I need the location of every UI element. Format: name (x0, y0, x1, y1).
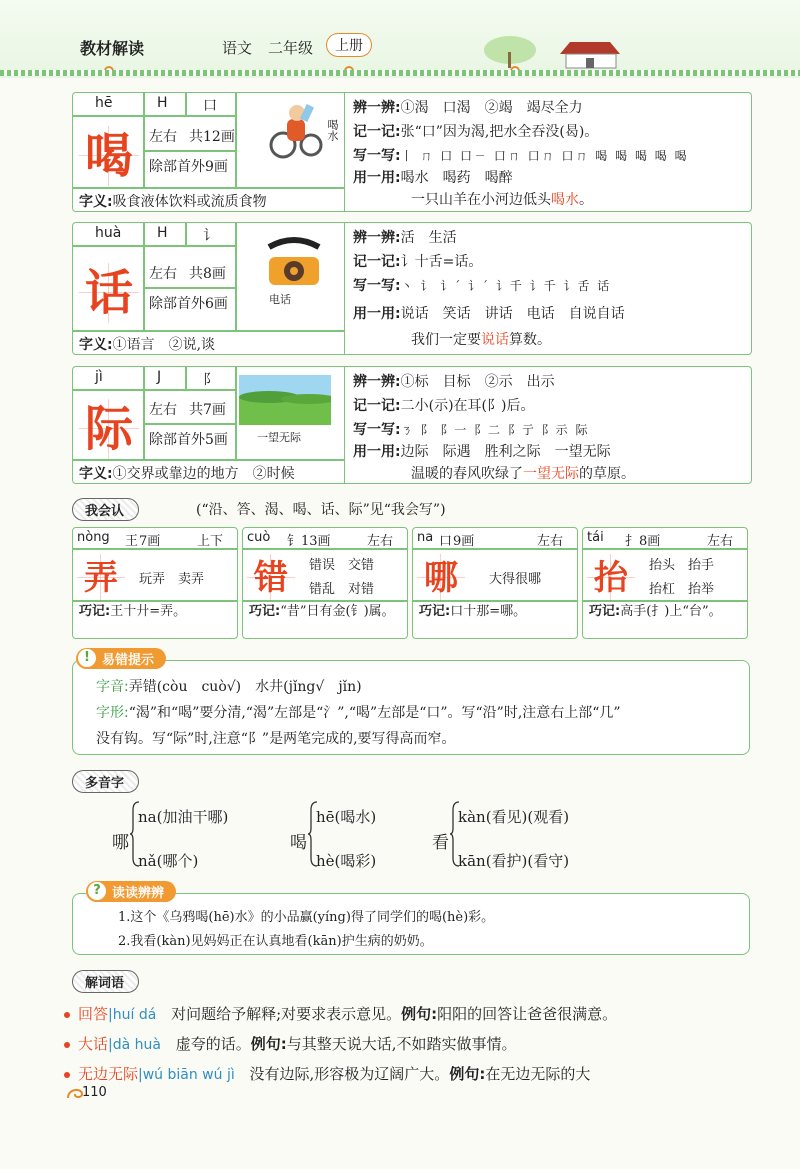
char-card (72, 366, 752, 484)
memo-text: 张“口”因为渴,把水全吞没(曷)。 (400, 124, 599, 140)
recognize-tip (79, 602, 235, 622)
write-row (353, 145, 689, 165)
distinguish-row (353, 371, 555, 391)
recognize-strokes: 13画 (301, 534, 331, 549)
char-illustration (259, 231, 329, 295)
char-other-strokes: 除部首外5画 (149, 432, 228, 448)
vocab-example-label: 例句: (250, 1035, 287, 1053)
write-label: 写一写: (353, 278, 401, 294)
vocab-pinyin: huí dá (112, 1007, 157, 1023)
bullet-icon (64, 1012, 70, 1018)
vocab-term: 无边无际 (78, 1065, 139, 1083)
memo-text: 讠十舌=话。 (400, 254, 483, 270)
exclamation-icon: ! (78, 649, 96, 667)
char-illustration (239, 375, 331, 429)
shape-line-2: 没有钩。写“际”时,注意“阝”是两笔完成的,要写得高而窄。 (96, 731, 456, 747)
recognize-card (242, 527, 408, 639)
meaning-label: 字义: (79, 466, 113, 482)
mistake-tip-label (76, 648, 166, 669)
recognize-pinyin: nòng (77, 530, 110, 545)
reading-line-2: 2.我看(kàn)见妈妈正在认真地看(kān)护生病的奶奶。 (118, 934, 433, 949)
polyphone-char: 看 (432, 833, 449, 853)
mistake-tip-text: 易错提示 (102, 653, 155, 668)
pron-text: 弄错(còu cuò√) 水井(jǐng√ jǐn) (128, 679, 362, 695)
recognize-radical: 钅 (287, 534, 301, 549)
recognize-strokes: 7画 (139, 534, 161, 549)
meaning-text: 吸食液体饮料或流质食物 (112, 194, 267, 210)
char-letter: J (157, 369, 162, 385)
distinguish-label: 辨一辨: (353, 230, 401, 246)
recognize-strokes: 9画 (453, 534, 475, 549)
char-card (72, 92, 752, 212)
recognize-card (72, 527, 238, 639)
char-pinyin: jì (95, 369, 103, 385)
header-border (0, 70, 800, 76)
recognize-structure: 左右 (537, 534, 564, 549)
recognize-tip-text: “昔”日有金(钅)属。 (280, 604, 395, 619)
vocab-term: 回答 (78, 1005, 109, 1023)
use-row (353, 303, 625, 323)
memo-row (353, 251, 482, 271)
memo-row (353, 395, 534, 415)
distinguish-row (353, 227, 457, 247)
recognize-structure: 左右 (707, 534, 734, 549)
recognize-word: 大得很哪 (489, 572, 542, 587)
section-tag-recognize: 我会认 (72, 498, 139, 521)
recognize-word: 玩弄 卖弄 (139, 572, 205, 587)
write-row (353, 419, 590, 439)
polyphone-reading-1: kàn(看见)(观看) (458, 808, 570, 826)
page-number: 110 (82, 1085, 107, 1100)
use-label: 用一用: (353, 170, 401, 186)
recognize-word: 错乱 对错 (309, 582, 375, 597)
recognize-glyph: 抬 (587, 554, 635, 602)
write-label: 写一写: (353, 148, 401, 164)
char-image-caption: 电话 (269, 293, 291, 306)
distinguish-label: 辨一辨: (353, 374, 401, 390)
recognize-card (412, 527, 578, 639)
pron-label: 字音: (96, 679, 129, 695)
recognize-tip-text: 口十那=哪。 (450, 604, 527, 619)
distinguish-label: 辨一辨: (353, 100, 401, 116)
recognize-tip (589, 602, 745, 622)
memo-label: 记一记: (353, 124, 401, 140)
recognize-word: 抬头 抬手 (649, 558, 715, 573)
memo-text: 二小(示)在耳(阝)后。 (400, 398, 535, 414)
distinguish-row (353, 97, 583, 117)
recognize-tip-text: 高手(扌)上“台”。 (620, 604, 722, 619)
use-row (353, 441, 611, 461)
vocab-item (78, 1003, 617, 1024)
example-highlight: 一望无际 (523, 466, 579, 482)
section-tag-polyphone: 多音字 (72, 770, 139, 793)
char-pinyin: huà (95, 225, 122, 241)
example-pre: 我们一定要 (411, 332, 481, 348)
vocab-example: 阳阳的回答让爸爸很满意。 (437, 1005, 618, 1023)
polyphone-char: 喝 (290, 833, 307, 853)
vocab-definition: 没有边际,形容极为辽阔广大。 (249, 1065, 450, 1083)
char-letter: H (157, 225, 168, 241)
header-grade: 二年级 (268, 39, 314, 57)
bullet-icon (64, 1072, 70, 1078)
polyphone-char: 哪 (112, 833, 129, 853)
recognize-pinyin: cuò (247, 530, 271, 545)
meaning-label: 字义: (79, 194, 113, 210)
char-total-strokes: 共12画 (189, 129, 235, 145)
vocab-pinyin-sep: | (108, 1007, 113, 1023)
use-label: 用一用: (353, 306, 401, 322)
recognize-strokes: 8画 (639, 534, 661, 549)
use-text: 喝水 喝药 喝醉 (400, 170, 513, 186)
char-radical: 阝 (203, 372, 217, 388)
vocab-example-label: 例句: (401, 1005, 438, 1023)
recognize-radical: 口 (439, 534, 453, 549)
char-total-strokes: 共8画 (189, 266, 226, 282)
polyphone-reading-2: nǎ(哪个) (138, 852, 199, 870)
recognize-glyph: 弄 (77, 554, 125, 602)
recognize-structure: 左右 (367, 534, 394, 549)
use-row (353, 167, 513, 187)
char-image-caption: 一望无际 (257, 431, 301, 444)
char-image-caption: 喝水 (326, 119, 339, 141)
example-highlight: 喝水 (551, 192, 579, 208)
section-tag-vocab: 解词语 (72, 970, 139, 993)
recognize-pinyin: tái (587, 530, 604, 545)
pron-line (96, 676, 362, 696)
memo-label: 记一记: (353, 254, 401, 270)
shape-line-1 (96, 702, 621, 722)
example-post: 的草原。 (579, 466, 635, 482)
write-label: 写一写: (353, 422, 401, 438)
memo-row (353, 121, 598, 141)
recognize-glyph: 错 (247, 554, 295, 602)
recognize-word: 抬杠 抬举 (649, 582, 715, 597)
use-label: 用一用: (353, 444, 401, 460)
example-post: 算数。 (509, 332, 551, 348)
example-pre: 一只山羊在小河边低头 (411, 192, 551, 208)
recognize-tip-text: 王十廾=弄。 (110, 604, 187, 619)
vocab-definition: 虚夸的话。 (175, 1035, 251, 1053)
recognize-tip-label: 巧记: (589, 604, 621, 619)
example-post: 。 (579, 192, 593, 208)
shape-text-1: “渴”和“喝”要分清,“渴”左部是“氵”,“喝”左部是“口”。写“沿”时,注意右上部“几” (128, 705, 621, 721)
char-structure: 左右 (149, 129, 177, 145)
recognize-tip (419, 602, 575, 622)
polyphone-reading-2: hè(喝彩) (316, 852, 377, 870)
page-header (0, 0, 800, 78)
recognize-tip-label: 巧记: (249, 604, 281, 619)
recognize-glyph: 哪 (417, 554, 465, 602)
recognize-tip-label: 巧记: (419, 604, 451, 619)
vocab-pinyin: wú biān wú jì (142, 1067, 235, 1083)
char-structure: 左右 (149, 266, 177, 282)
polyphone-reading-1: na(加油干哪) (138, 808, 229, 826)
distinguish-text: 活 生活 (400, 230, 457, 246)
recognize-tip (249, 602, 405, 622)
question-icon: ? (88, 882, 106, 900)
char-illustration (259, 101, 329, 165)
distinguish-text: ①渴 口渴 ②竭 竭尽全力 (400, 100, 583, 116)
recognize-structure: 上下 (197, 534, 224, 549)
header-title: 教材解读 (80, 39, 145, 58)
vocab-example: 在无边无际的大 (485, 1065, 591, 1083)
char-radical: 口 (203, 98, 217, 114)
char-other-strokes: 除部首外6画 (149, 296, 228, 312)
vocab-item (78, 1033, 517, 1054)
char-pinyin: hē (95, 95, 113, 111)
recognize-radical: 扌 (625, 534, 639, 549)
recognize-word: 错误 交错 (309, 558, 375, 573)
char-other-strokes: 除部首外9画 (149, 159, 228, 175)
vocab-example: 与其整天说大话,不如踏实做事情。 (286, 1035, 517, 1053)
vocab-term: 大话 (78, 1035, 109, 1053)
example-pre: 温暖的春风吹绿了 (411, 466, 523, 482)
example-sentence (411, 463, 635, 483)
char-glyph: 话 (79, 263, 139, 323)
char-meaning (79, 463, 295, 483)
char-card (72, 222, 752, 355)
memo-label: 记一记: (353, 398, 401, 414)
polyphone-reading-2: kān(看护)(看守) (458, 852, 570, 870)
reading-line-1: 1.这个《乌鸦喝(hē)水》的小品赢(yíng)得了同学们的喝(hè)彩。 (118, 910, 495, 925)
header-subject: 语文 (222, 39, 253, 57)
char-glyph: 喝 (79, 126, 139, 186)
char-letter: H (157, 95, 168, 111)
vocab-pinyin-sep: | (138, 1067, 143, 1083)
tree-house-icon (470, 22, 650, 72)
recognize-tip-label: 巧记: (79, 604, 111, 619)
recognize-pinyin: na (417, 530, 434, 545)
vocab-item (78, 1063, 590, 1084)
char-glyph: 际 (79, 399, 139, 459)
recognize-radical: 王 (125, 534, 139, 549)
distinguish-text: ①标 目标 ②示 出示 (400, 374, 555, 390)
write-strokes: 丨 ㄇ 口 口ㄧ 口ㄇ 口ㄇ 口ㄇ 喝 喝 喝 喝 喝 (400, 149, 689, 163)
reading-label (86, 881, 176, 902)
shape-label: 字形: (96, 705, 129, 721)
example-sentence (411, 189, 593, 209)
char-radical: 讠 (203, 228, 217, 244)
use-text: 说话 笑话 讲话 电话 自说自话 (400, 306, 625, 322)
example-sentence (411, 329, 551, 349)
recognize-card (582, 527, 748, 639)
header-volume-badge: 上册 (326, 33, 372, 57)
reading-label-text: 读读辨辨 (112, 886, 165, 901)
use-text: 边际 际遇 胜利之际 一望无际 (400, 444, 611, 460)
recognize-note: (“沿、答、渴、喝、话、际”见“我会写”) (196, 502, 446, 518)
write-row (353, 275, 611, 295)
char-meaning (79, 334, 215, 354)
example-highlight: 说话 (481, 332, 509, 348)
write-strokes: 丶 讠 讠ˊ 讠ˊ 讠千 讠千 讠舌 话 (400, 279, 612, 293)
vocab-pinyin: dà huà (112, 1037, 161, 1053)
bullet-icon (64, 1042, 70, 1048)
meaning-text: ①交界或靠边的地方 ②时候 (112, 466, 295, 482)
char-meaning (79, 191, 267, 211)
vocab-pinyin-sep: | (108, 1037, 113, 1053)
char-structure: 左右 (149, 402, 177, 418)
write-strokes: ㄋ 阝 阝一 阝二 阝亍 阝示 际 (400, 423, 590, 437)
char-total-strokes: 共7画 (189, 402, 226, 418)
polyphone-reading-1: hē(喝水) (316, 808, 377, 826)
meaning-text: ①语言 ②说,谈 (112, 337, 216, 353)
vocab-definition: 对问题给予解释;对要求表示意见。 (171, 1005, 402, 1023)
meaning-label: 字义: (79, 337, 113, 353)
vocab-example-label: 例句: (449, 1065, 486, 1083)
